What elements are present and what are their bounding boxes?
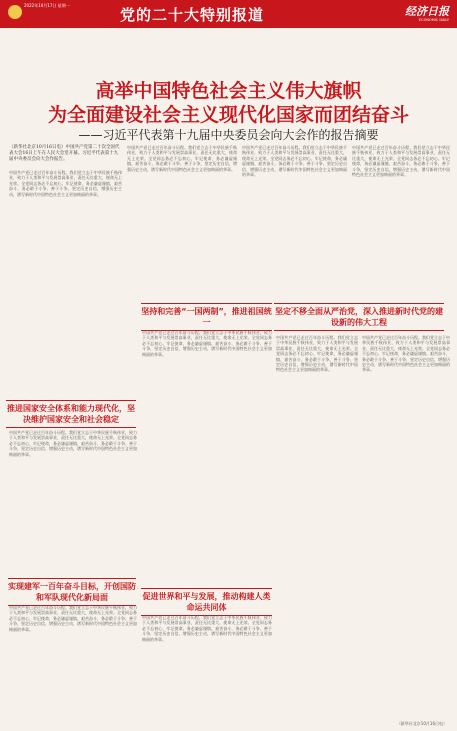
body-column-3: 中国共产党已走过百年奋斗历程。我们党立志于中华民族千秋伟业，致力于人类和平与发展崇高事业，责任无比重大，使命无上光荣。全党同志务必不忘初心、牢记使命，务必谦虚谨慎、艰苦奋斗，务必敢于斗争、善于斗争，坚定历史自信，增强历史主动，谱写新时代中国特色社会主义更加绚丽的华章。 — [242, 145, 347, 178]
body-column-6: 中国共产党已走过百年奋斗历程。我们党立志于中华民族千秋伟业，致力于人类和平与发展崇高事业，责任无比重大，使命无上光荣。全党同志务必不忘初心、牢记使命，务必谦虚谨慎、艰苦奋斗，务必敢于斗争、善于斗争，坚定历史自信，增强历史主动，谱写新时代中国特色社会主义更加绚丽的华章。 — [142, 330, 272, 357]
subheadline: ——习近平代表第十九届中央委员会向大会作的报告摘要 — [78, 128, 379, 142]
section-heading-unification: 坚持和完善“一国两制”，推进祖国统一 — [141, 303, 272, 331]
body-column-9: 中国共产党已走过百年奋斗历程。我们党立志于中华民族千秋伟业，致力于人类和平与发展崇高事业，责任无比重大，使命无上光荣。全党同志务必不忘初心、牢记使命，务必谦虚谨慎、艰苦奋斗，务必敢于斗争、善于斗争，坚定历史自信，增强历史主动，谱写新时代中国特色社会主义更加绚丽的华章。 — [9, 605, 137, 632]
headline-line-2: 为全面建设社会主义现代化国家而团结奋斗 — [47, 104, 409, 126]
body-column-8: 中国共产党已走过百年奋斗历程。我们党立志于中华民族千秋伟业，致力于人类和平与发展崇高事业，责任无比重大，使命无上光荣。全党同志务必不忘初心、牢记使命，务必谦虚谨慎、艰苦奋斗，务必敢于斗争、善于斗争，坚定历史自信，增强历史主动，谱写新时代中国特色社会主义更加绚丽的华章。 — [362, 335, 450, 373]
masthead-logo: 经济日报 — [405, 5, 449, 18]
issue-date: 2022年10月17日 星期一 — [24, 3, 70, 8]
section-heading-national-security: 推进国家安全体系和能力现代化，坚决维护国家安全和社会稳定 — [6, 400, 136, 428]
section-heading-party-building: 坚定不移全面从严治党，深入推进新时代党的建设新的伟大工程 — [274, 303, 444, 331]
special-report-title: 党的二十大特别报道 — [120, 6, 265, 24]
body-column-10: 中国共产党已走过百年奋斗历程。我们党立志于中华民族千秋伟业，致力于人类和平与发展崇高事业，责任无比重大，使命无上光荣。全党同志务必不忘初心、牢记使命，务必谦虚谨慎、艰苦奋斗，务必敢于斗争、善于斗争，坚定历史自信，增强历史主动，谱写新时代中国特色社会主义更加绚丽的华章。 — [142, 615, 272, 642]
dateline-footer: （新华社北京10月16日电） — [396, 721, 447, 726]
masthead-subtitle: ECONOMIC DAILY — [418, 18, 449, 22]
body-column-1: 中国共产党已走过百年奋斗历程。我们党立志于中华民族千秋伟业，致力于人类和平与发展崇高事业，责任无比重大，使命无上光荣。全党同志务必不忘初心、牢记使命，务必谦虚谨慎、艰苦奋斗，务必敢于斗争、善于斗争，坚定历史自信，增强历史主动，谱写新时代中国特色社会主义更加绚丽的华章。 — [9, 170, 122, 197]
section-heading-world-peace: 促进世界和平与发展，推动构建人类命运共同体 — [141, 588, 272, 616]
party-emblem-icon — [8, 5, 22, 19]
section-heading-defense: 实现建军一百年奋斗目标，开创国防和军队现代化新局面 — [8, 578, 136, 606]
lead-paragraph: （新华社北京10月16日电）中国共产党第二十次全国代表大会16日上午在人民大会堂开幕。习近平代表第十九届中央委员会向大会作报告。 — [9, 145, 120, 162]
body-column-7: 中国共产党已走过百年奋斗历程。我们党立志于中华民族千秋伟业，致力于人类和平与发展崇高事业，责任无比重大，使命无上光荣。全党同志务必不忘初心、牢记使命，务必谦虚谨慎、艰苦奋斗，务必敢于斗争、善于斗争，坚定历史自信，增强历史主动，谱写新时代中国特色社会主义更加绚丽的华章。 — [276, 335, 358, 373]
body-column-4: 中国共产党已走过百年奋斗历程。我们党立志于中华民族千秋伟业，致力于人类和平与发展崇高事业，责任无比重大，使命无上光荣。全党同志务必不忘初心、牢记使命，务必谦虚谨慎、艰苦奋斗，务必敢于斗争、善于斗争，坚定历史自信，增强历史主动，谱写新时代中国特色社会主义更加绚丽的华章。 — [352, 145, 450, 178]
top-banner — [0, 0, 457, 28]
body-column-2: 中国共产党已走过百年奋斗历程。我们党立志于中华民族千秋伟业，致力于人类和平与发展崇高事业，责任无比重大，使命无上光荣。全党同志务必不忘初心、牢记使命，务必谦虚谨慎、艰苦奋斗，务必敢于斗争、善于斗争，坚定历史自信，增强历史主动，谱写新时代中国特色社会主义更加绚丽的华章。 — [127, 145, 237, 172]
body-column-5: 中国共产党已走过百年奋斗历程。我们党立志于中华民族千秋伟业，致力于人类和平与发展崇高事业，责任无比重大，使命无上光荣。全党同志务必不忘初心、牢记使命，务必谦虚谨慎、艰苦奋斗，务必敢于斗争、善于斗争，坚定历史自信，增强历史主动，谱写新时代中国特色社会主义更加绚丽的华章。 — [9, 430, 137, 457]
headline-line-1: 高举中国特色社会主义伟大旗帜 — [95, 80, 362, 102]
